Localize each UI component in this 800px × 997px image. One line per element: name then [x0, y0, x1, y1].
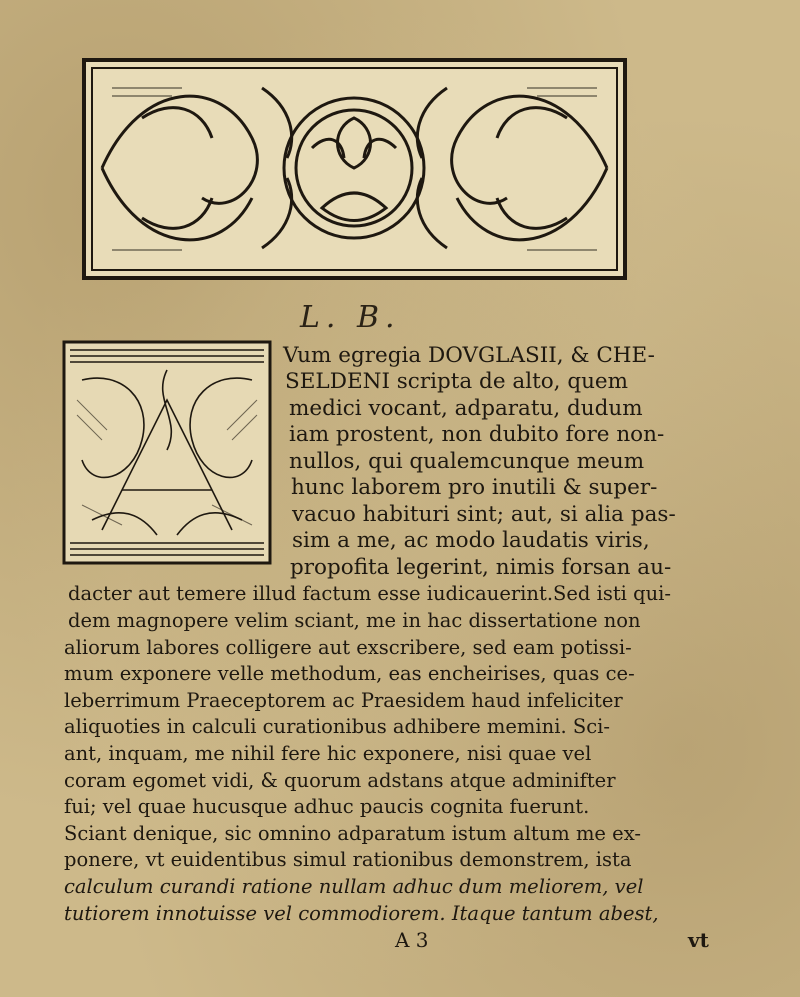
text-line: calculum curandi ratione nullam adhuc dum meliorem, vel — [64, 875, 644, 898]
text-line: aliquoties in calculi curationibus adhibere memini. Sci- — [64, 715, 610, 738]
catchword: vt — [688, 928, 709, 952]
text-line: iam prostent, non dubito fore non- — [289, 422, 665, 447]
text-line: ponere, vt euidentibus simul rationibus demonstrem, ista — [64, 848, 632, 871]
text-line: Vum egregia DOVGLASII, & CHE- — [283, 343, 655, 368]
ornamental-headpiece — [82, 58, 627, 280]
text-line: hunc laborem pro inutili & super- — [291, 475, 658, 500]
text-line: ant, inquam, me nihil fere hic exponere, nisi quae vel — [64, 742, 592, 765]
text-line: vacuo habituri sint; aut, si alia pas- — [292, 502, 676, 527]
signature-mark: A 3 — [395, 928, 429, 952]
text-line: leberrimum Praeceptorem ac Praesidem haud infeliciter — [64, 689, 623, 712]
text-line: coram egomet vidi, & quorum adstans atque adminifter — [64, 769, 616, 792]
text-line: medici vocant, adparatu, dudum — [289, 396, 643, 421]
text-line: dacter aut temere illud factum esse iudicauerint.Sed isti qui- — [68, 582, 671, 605]
text-line: tutiorem innotuisse vel commodiorem. Itaque tantum abest, — [64, 902, 659, 925]
text-line: Sciant denique, sic omnino adparatum istum altum me ex- — [64, 822, 641, 845]
decorative-initial-block — [62, 340, 272, 565]
text-line: SELDENI scripta de alto, quem — [285, 369, 629, 394]
text-line: dem magnopere velim sciant, me in hac dissertatione non — [68, 609, 641, 632]
text-line: nullos, qui qualemcunque meum — [289, 449, 645, 474]
text-line: aliorum labores colligere aut exscribere, sed eam potissi- — [64, 636, 632, 659]
text-line: mum exponere velle methodum, eas encheirises, quas ce- — [64, 662, 635, 685]
page-heading: L. B. — [300, 300, 401, 335]
text-line: fui; vel quae hucusque adhuc paucis cognita fuerunt. — [64, 795, 590, 818]
text-line: propofita legerint, nimis forsan au- — [290, 555, 672, 580]
text-line: sim a me, ac modo laudatis viris, — [292, 528, 650, 553]
